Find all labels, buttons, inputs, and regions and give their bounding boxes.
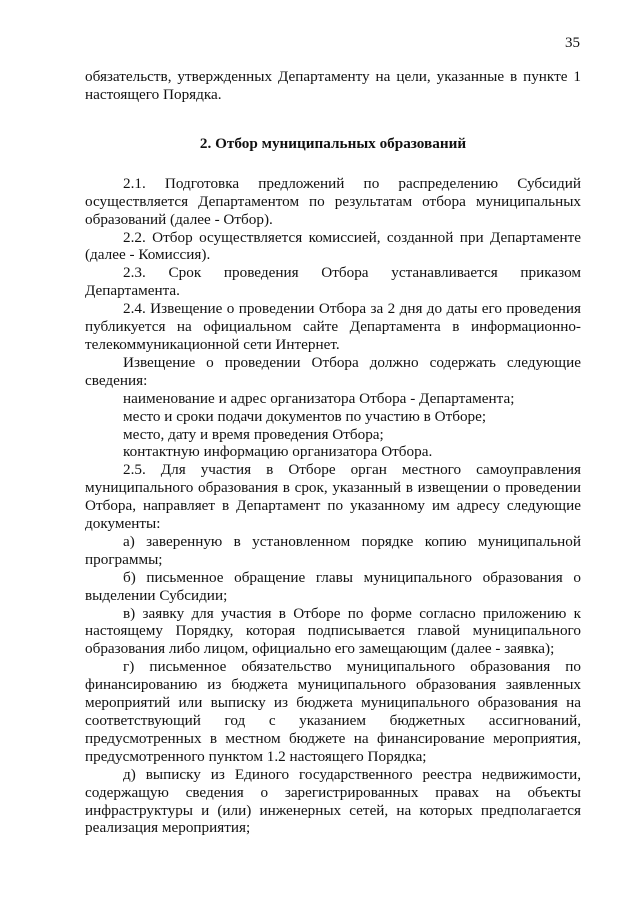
list-item-date-time: место, дату и время проведения Отбора; — [123, 425, 384, 443]
paragraph-2-5: 2.5. Для участия в Отборе орган местного самоуправления муниципального образования в срок, указанный в извещении о проведении Отбора, направляет в Департамент по указанному им адресу следующие документы: — [85, 461, 581, 533]
list-item-submission: место и сроки подачи документов по участию в Отборе; — [123, 407, 487, 425]
paragraph-2-4: 2.4. Извещение о проведении Отбора за 2 дня до даты его проведения публикуется на официальном сайте Департамента в информационно-телекоммуникационной сети Интернет. — [85, 300, 581, 353]
list-item-organizer: наименование и адрес организатора Отбора - Департамента; — [123, 389, 515, 407]
list-item-v: в) заявку для участия в Отборе по форме согласно приложению к настоящему Порядку, которая подписывается главой муниципального образования либо лицом, официально его замещающим (далее - заявка); — [85, 604, 581, 658]
document-body — [85, 68, 581, 837]
page-number: 35 — [565, 35, 580, 51]
section-title: 2. Отбор муниципальных образований — [199, 134, 467, 152]
list-item-d: д) выписку из Единого государственного реестра недвижимости, содержащую сведения о зарегистрированных правах на объекты инфраструктуры и (или) инженерных сетей, на которых предполагается реализация мероприятия; — [85, 765, 581, 837]
intro-paragraph: обязательств, утвержденных Департаменту на цели, указанные в пункте 1 настоящего Порядка. — [85, 68, 581, 103]
paragraph-notice-contents: Извещение о проведении Отбора должно содержать следующие сведения: — [85, 353, 581, 389]
paragraph-2-3: 2.3. Срок проведения Отбора устанавливается приказом Департамента. — [85, 264, 581, 300]
list-item-b: б) письменное обращение главы муниципального образования о выделении Субсидии; — [85, 568, 581, 604]
list-item-contacts: контактную информацию организатора Отбора. — [123, 443, 433, 461]
list-item-g: г) письменное обязательство муниципального образования по финансированию из бюджета муниципального образования заявленных мероприятий или выписку из бюджета муниципального образования на соответствующий год с указанием бюджетных ассигнований, предусмотренных в местном бюджете на финансирование мероприятия, предусмотренного пунктом 1.2 настоящего Порядка; — [85, 658, 581, 765]
list-item-a: а) заверенную в установленном порядке копию муниципальной программы; — [85, 532, 581, 568]
paragraph-2-2: 2.2. Отбор осуществляется комиссией, созданной при Департаменте (далее - Комиссия). — [85, 228, 581, 264]
paragraph-2-1: 2.1. Подготовка предложений по распределению Субсидий осуществляется Департаментом по результатам отбора муниципальных образований (далее - Отбор). — [85, 174, 581, 228]
